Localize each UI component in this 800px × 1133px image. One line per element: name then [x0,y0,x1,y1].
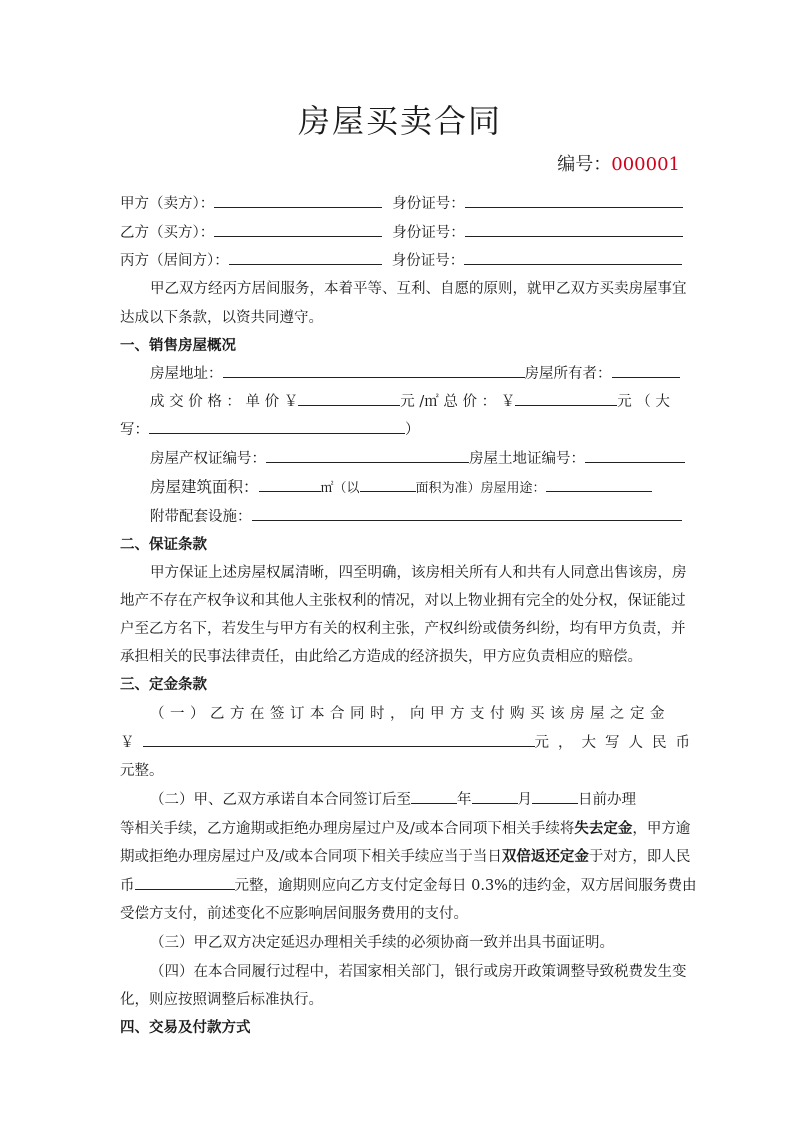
cert-field[interactable] [266,448,469,463]
land-cert-label: 房屋土地证编号： [469,451,585,467]
price-caps-label: 元 （ 大 [617,394,670,410]
price-caps-row [120,418,680,439]
clause-2-text-a: 等相关手续，乙方逾期或拒绝办理房屋过户及/或本合同项下相关手续将 [120,821,575,837]
party-b-name-field[interactable] [214,222,382,237]
party-a-label: 甲方（卖方）： [120,196,215,212]
deposit-clause-2-line-5: 受偿方支付，前述变化不应影响居间服务费用的支付。 [120,906,468,922]
area-basis-field[interactable] [360,477,416,492]
party-a-row [120,192,680,213]
deposit-clause-2-line-2 [120,817,691,838]
penalty-amount-field[interactable] [135,875,235,890]
lose-deposit-text: 失去定金 [574,820,633,837]
facility-row [150,505,680,526]
party-a-id-label: 身份证号： [392,196,465,212]
area-basis-label: 面积为准）房屋用途： [415,481,546,496]
party-c-row [120,249,680,270]
cert-label: 房屋产权证编号： [150,451,266,467]
facility-field[interactable] [252,506,682,521]
party-a-name-field[interactable] [214,193,382,208]
deposit-clause-2-line-4 [120,874,697,895]
price-label: 成 交 价 格 ： 单 价 ￥ [150,394,299,410]
area-row [150,475,680,497]
area-unit: ㎡（以 [320,481,360,496]
party-c-id-field[interactable] [464,250,682,265]
address-label: 房屋地址： [150,366,223,382]
party-a-id-field[interactable] [465,193,683,208]
intro-line-2: 达成以下条款，以资共同遵守。 [120,310,323,326]
deposit-clause-1-line-1: （一）乙方在签订本合同时，向甲方支付购买该房屋之定金 [150,706,670,722]
contract-number-label: 编号： [557,154,612,175]
contract-number [557,150,680,176]
double-refund-text: 双倍返还定金 [501,848,589,865]
owner-label: 房屋所有者： [524,366,612,382]
party-c-id-label: 身份证号： [391,253,465,269]
total-price-label: 元 /㎡ 总 价 ： ￥ [400,394,516,410]
party-b-id-label: 身份证号： [392,225,465,241]
page-title: 房屋买卖合同 [297,102,502,140]
guarantee-line-4: 承担相关的民事法律责任，由此给乙方造成的经济损失，甲方应负责相应的赔偿。 [120,649,642,665]
deposit-clause-2-line-3 [120,845,691,866]
deadline-day-label: 日前办理 [578,792,636,808]
guarantee-line-3: 户至乙方名下，若发生与甲方有关的权利主张，产权纠纷或债务纠纷，均有甲方负责，并 [120,621,686,637]
cert-row [150,447,680,468]
party-c-name-field[interactable] [229,250,382,265]
area-label: 房屋建筑面积： [150,478,259,496]
deadline-month-field[interactable] [472,789,518,804]
clause-2-text-e: 币 [120,878,135,894]
deposit-amount-field[interactable] [143,732,535,747]
deposit-clause-1-line-2 [120,731,699,752]
deposit-clause-2-line-1 [150,788,680,809]
contract-number-value: 000001 [611,154,680,175]
clause-2-text-f: 元整，逾期则应向乙方支付定金每日 0.3%的违约金，双方居间服务费由 [234,878,697,894]
area-field[interactable] [259,477,321,492]
clause-2-text-d: 于对方，即人民 [588,849,691,865]
deposit-caps-label: 元，大写人民币 [534,735,699,751]
party-b-label: 乙方（买方）： [120,225,215,241]
deposit-clause-3: （三）甲乙双方决定延迟办理相关手续的必须协商一致并出具书面证明。 [150,935,614,951]
total-price-field[interactable] [515,391,617,406]
intro-line-1: 甲乙双方经丙方居间服务，本着平等、互利、自愿的原则，就甲乙双方买卖房屋事宜 [150,281,687,297]
party-b-id-field[interactable] [465,222,683,237]
price-caps-suffix: ） [405,422,420,438]
deposit-clause-4-line-1: （四）在本合同履行过程中，若国家相关部门，银行或房开政策调整导致税费发生变 [150,964,687,980]
deposit-clause-4-line-2: 化，则应按照调整后标准执行。 [120,992,323,1008]
price-caps-prefix: 写： [120,422,149,438]
guarantee-line-2: 地产不存在产权争议和其他人主张权利的情况，对以上物业拥有完全的处分权，保证能过 [120,593,686,609]
party-c-label: 丙方（居间方）： [120,253,229,269]
deadline-year-field[interactable] [411,789,457,804]
section-1-heading: 一、销售房屋概况 [120,337,236,354]
address-row [150,362,680,383]
section-2-heading: 二、保证条款 [120,536,207,553]
price-caps-field[interactable] [149,419,405,434]
usage-field[interactable] [546,477,652,492]
deadline-month-label: 月 [517,792,532,808]
facility-label: 附带配套设施： [150,509,252,525]
deposit-currency: ￥ [120,735,135,751]
deposit-clause-1-line-3: 元整。 [120,763,164,779]
unit-price-field[interactable] [298,391,400,406]
section-3-heading: 三、定金条款 [120,676,207,693]
address-field[interactable] [223,363,525,378]
clause-2-text-c: 期或拒绝办理房屋过户及/或本合同项下相关手续应当于当日 [120,849,502,865]
clause-2-text-b: ，甲方逾 [632,821,691,837]
land-cert-field[interactable] [585,448,685,463]
owner-field[interactable] [612,363,680,378]
party-b-row [120,221,680,242]
deadline-label: （二）甲、乙双方承诺自本合同签订后至 [150,792,411,808]
guarantee-line-1: 甲方保证上述房屋权属清晰，四至明确，该房相关所有人和共有人同意出售该房，房 [150,565,687,581]
deadline-day-field[interactable] [532,789,578,804]
deadline-year-label: 年 [457,792,472,808]
section-4-heading: 四、交易及付款方式 [120,1019,251,1036]
price-row [150,390,680,411]
